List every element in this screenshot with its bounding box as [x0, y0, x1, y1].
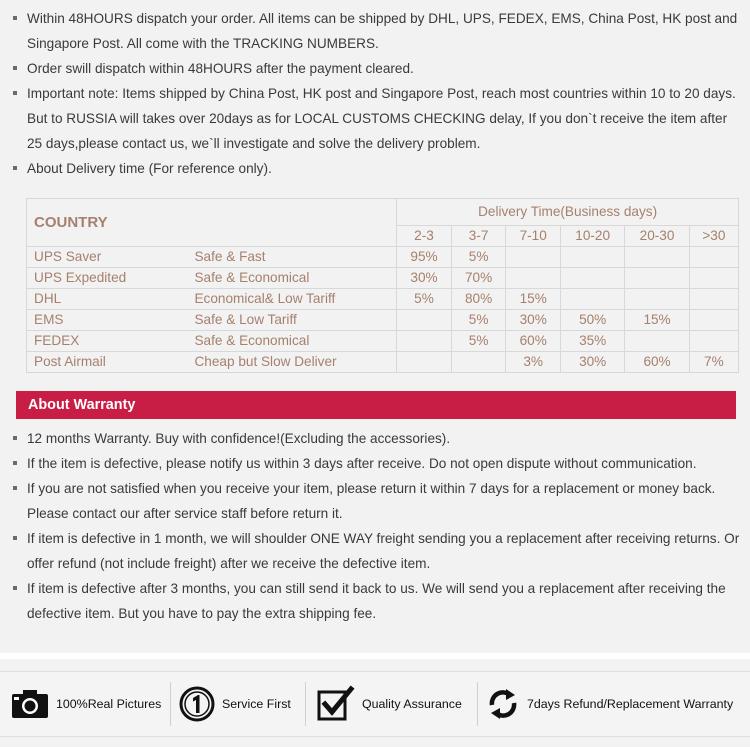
range-header: 2-3: [397, 226, 452, 247]
carrier-name: Post Airmail: [27, 352, 165, 373]
pct-cell: [506, 268, 561, 289]
badge-real-pictures: [10, 672, 161, 736]
pct-cell: 15%: [506, 289, 561, 310]
pct-cell: 60%: [506, 331, 561, 352]
warranty-section-title: About Warranty: [16, 391, 736, 419]
pct-cell: [451, 352, 506, 373]
pct-cell: 7%: [689, 352, 738, 373]
carrier-desc: Cheap but Slow Deliver: [164, 352, 396, 373]
pct-cell: 30%: [560, 352, 624, 373]
pct-cell: [560, 289, 624, 310]
pct-cell: 70%: [451, 268, 506, 289]
pct-cell: [689, 310, 738, 331]
table-row: [27, 331, 739, 352]
pct-cell: [560, 268, 624, 289]
pct-cell: [689, 247, 738, 268]
badge-separator: [477, 682, 478, 726]
badge-refund: [485, 672, 733, 736]
pct-cell: [560, 247, 624, 268]
range-header: 20-30: [625, 226, 689, 247]
badge-label: 7days Refund/Replacement Warranty: [527, 697, 734, 711]
pct-cell: [625, 289, 689, 310]
pct-cell: 30%: [506, 310, 561, 331]
pct-cell: 5%: [451, 247, 506, 268]
pct-cell: [689, 268, 738, 289]
footer-divider: [0, 653, 750, 659]
warranty-item: If item is defective after 3 months, you can still send it back to us. We will send you a replacement after receiving the defective item. But you have to pay the extra shipping fee.: [0, 576, 750, 626]
shipping-notes-list: [0, 6, 745, 181]
service-badges-bar: [0, 671, 750, 737]
pct-cell: [689, 331, 738, 352]
pct-cell: [689, 289, 738, 310]
range-header: 7-10: [506, 226, 561, 247]
pct-cell: 5%: [451, 310, 506, 331]
number-one-icon: [178, 685, 216, 723]
warranty-item: If you are not satisfied when you receive your item, please return it within 7 days for a replacement or money back. Please contact our after service staff before return it.: [0, 476, 750, 526]
pct-cell: 5%: [451, 331, 506, 352]
shipping-note: Important note: Items shipped by China Post, HK post and Singapore Post, reach most countries within 10 to 20 days. But to RUSSIA will takes over 20days as for LOCAL CUSTOMS CHECKING delay, If you don`t receive the item after 25 days,please contact us, we`ll investigate and solve the delivery problem.: [0, 81, 745, 156]
pct-cell: 60%: [625, 352, 689, 373]
pct-cell: 15%: [625, 310, 689, 331]
pct-cell: 5%: [397, 289, 452, 310]
pct-cell: [506, 247, 561, 268]
badge-quality-assurance: [316, 672, 462, 736]
badge-separator: [305, 682, 306, 726]
pct-cell: 80%: [451, 289, 506, 310]
carrier-desc: Safe & Economical: [164, 331, 396, 352]
carrier-name: UPS Saver: [27, 247, 165, 268]
range-header: >30: [689, 226, 738, 247]
carrier-desc: Safe & Economical: [164, 268, 396, 289]
pct-cell: [625, 268, 689, 289]
range-header: 3-7: [451, 226, 506, 247]
warranty-item: If item is defective in 1 month, we will shoulder ONE WAY freight sending you a replacement after receiving returns. Or offer refund (not include freight) after we receive the defective item.: [0, 526, 750, 576]
checkmark-icon: [316, 685, 356, 723]
badge-service-first: [178, 672, 291, 736]
pct-cell: [397, 352, 452, 373]
badge-separator: [170, 682, 171, 726]
pct-cell: 95%: [397, 247, 452, 268]
table-row: [27, 289, 739, 310]
pct-cell: 35%: [560, 331, 624, 352]
delivery-time-header: Delivery Time(Business days): [397, 199, 739, 226]
pct-cell: [625, 331, 689, 352]
pct-cell: [397, 310, 452, 331]
carrier-name: UPS Expedited: [27, 268, 165, 289]
carrier-name: EMS: [27, 310, 165, 331]
warranty-item: If the item is defective, please notify us within 3 days after receive. Do not open dispute without communication.: [0, 451, 750, 476]
shipping-note: Order swill dispatch within 48HOURS after the payment cleared.: [0, 56, 745, 81]
shipping-note: Within 48HOURS dispatch your order. All items can be shipped by DHL, UPS, FEDEX, EMS, China Post, HK post and Singapore Post. All come with the TRACKING NUMBERS.: [0, 6, 745, 56]
table-row: [27, 352, 739, 373]
refresh-icon: [485, 685, 521, 723]
badge-label: Service First: [222, 697, 291, 711]
camera-icon: [10, 688, 50, 720]
carrier-desc: Economical& Low Tariff: [164, 289, 396, 310]
range-header: 10-20: [560, 226, 624, 247]
carrier-name: DHL: [27, 289, 165, 310]
warranty-list: [0, 426, 750, 626]
pct-cell: 50%: [560, 310, 624, 331]
table-row: [27, 247, 739, 268]
delivery-time-table: [26, 198, 739, 373]
pct-cell: [625, 247, 689, 268]
pct-cell: 3%: [506, 352, 561, 373]
badge-label: Quality Assurance: [362, 697, 462, 711]
warranty-item: 12 months Warranty. Buy with confidence!(Excluding the accessories).: [0, 426, 750, 451]
badge-label: 100%Real Pictures: [56, 697, 162, 711]
table-row: [27, 268, 739, 289]
pct-cell: 30%: [397, 268, 452, 289]
carrier-name: FEDEX: [27, 331, 165, 352]
country-header: COUNTRY: [27, 199, 397, 247]
table-row: [27, 310, 739, 331]
carrier-desc: Safe & Fast: [164, 247, 396, 268]
shipping-note: About Delivery time (For reference only).: [0, 156, 745, 181]
carrier-desc: Safe & Low Tariff: [164, 310, 396, 331]
pct-cell: [397, 331, 452, 352]
